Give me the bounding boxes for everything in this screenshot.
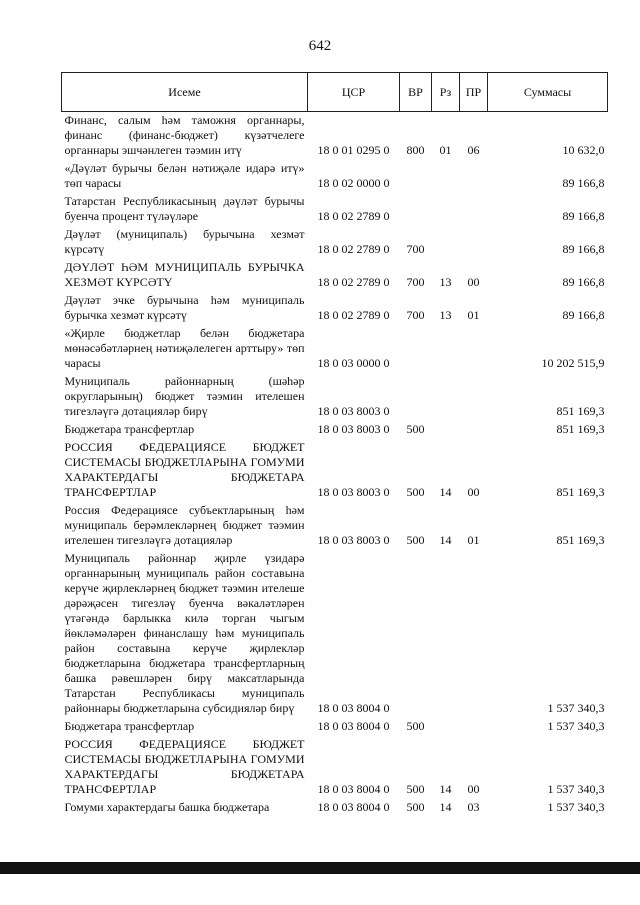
row-sum: 1 537 340,3 [547, 701, 605, 715]
row-pr [460, 550, 488, 718]
row-rz: 13 [439, 308, 452, 322]
row-pr: 06 [467, 143, 480, 157]
header-csr: ЦСР [308, 73, 400, 112]
table-row [62, 292, 608, 325]
row-name: РОССИЯ ФЕДЕРАЦИЯСЕ БЮДЖЕТ СИСТЕМАСЫ БЮДЖЕТЛАРЫНА ГОМУМИ ХАРАКТЕРДАГЫ БЮДЖЕТАРА ТРАНСФЕРТЛАР [64, 737, 305, 796]
row-name: Дәүләт (муниципаль) бурычына хезмәт күрсәтү [64, 227, 305, 256]
table-row [62, 421, 608, 439]
header-name: Исеме [62, 73, 308, 112]
row-sum: 10 632,0 [562, 143, 605, 157]
row-csr: 18 0 03 8004 0 [317, 719, 390, 733]
row-csr: 18 0 03 8003 0 [317, 533, 390, 547]
row-csr: 18 0 02 2789 0 [317, 242, 390, 256]
row-pr: 01 [467, 533, 480, 547]
row-rz: 01 [439, 143, 452, 157]
header-pr: ПР [460, 73, 488, 112]
row-csr: 18 0 02 2789 0 [317, 209, 390, 223]
scan-border-bar [0, 862, 640, 874]
row-name: Россия Федерациясе субъектларының һәм муниципаль берәмлекләрнең бюджет тәэмин ителешен тигезләүгә дотацияләр [64, 503, 305, 547]
row-csr: 18 0 03 8004 0 [317, 782, 390, 796]
row-csr: 18 0 03 8004 0 [317, 701, 390, 715]
row-name: ДӘҮЛӘТ ҺӘМ МУНИЦИПАЛЬ БУРЫЧКА ХЕЗМӘТ КҮРСӘТҮ [64, 260, 305, 289]
row-name: Гомуми характердагы башка бюджетара [64, 800, 270, 814]
row-sum: 851 169,3 [556, 533, 605, 547]
row-rz [432, 718, 460, 736]
row-name: Финанс, салым һәм таможня органнары, финанс (финанс-бюджет) күзәтчелеге органнары эшчәнлеген тәэмин итү [64, 113, 305, 157]
row-vr [400, 325, 432, 373]
row-csr: 18 0 02 2789 0 [317, 308, 390, 322]
budget-table [61, 72, 608, 817]
row-csr: 18 0 03 0000 0 [317, 356, 390, 370]
row-sum: 89 166,8 [562, 308, 605, 322]
row-vr: 700 [406, 308, 425, 322]
row-vr: 700 [406, 242, 425, 256]
row-csr: 18 0 03 8003 0 [317, 404, 390, 418]
row-pr: 01 [467, 308, 480, 322]
row-rz: 14 [439, 485, 452, 499]
row-csr: 18 0 03 8003 0 [317, 485, 390, 499]
row-sum: 851 169,3 [556, 422, 605, 436]
row-rz [432, 421, 460, 439]
row-vr [400, 193, 432, 226]
row-rz [432, 160, 460, 193]
row-name: РОССИЯ ФЕДЕРАЦИЯСЕ БЮДЖЕТ СИСТЕМАСЫ БЮДЖЕТЛАРЫНА ГОМУМИ ХАРАКТЕРДАГЫ БЮДЖЕТАРА ТРАНСФЕРТЛАР [64, 440, 305, 499]
table-row [62, 193, 608, 226]
row-name: Муниципаль районнарның (шәһәр округларының) бюджет тәэмин ителешен тигезләүгә дотацияләр бирү [64, 374, 305, 418]
row-rz [432, 550, 460, 718]
row-name: Татарстан Республикасының дәүләт бурычы буенча процент түләүләре [64, 194, 305, 223]
row-rz: 13 [439, 275, 452, 289]
table-row [62, 325, 608, 373]
row-rz [432, 226, 460, 259]
row-rz [432, 325, 460, 373]
row-pr [460, 193, 488, 226]
row-name: «Дәүләт бурычы белән нәтиҗәле идарә итү» төп чарасы [64, 161, 305, 190]
row-sum: 851 169,3 [556, 485, 605, 499]
row-pr [460, 160, 488, 193]
row-sum: 1 537 340,3 [547, 782, 605, 796]
table-row [62, 736, 608, 799]
row-rz [432, 373, 460, 421]
row-sum: 1 537 340,3 [547, 800, 605, 814]
table-row [62, 502, 608, 550]
row-pr [460, 226, 488, 259]
table-header-row [62, 73, 608, 112]
row-rz: 14 [439, 533, 452, 547]
row-csr: 18 0 03 8003 0 [317, 422, 390, 436]
row-rz [432, 193, 460, 226]
row-vr: 500 [406, 533, 425, 547]
row-pr [460, 718, 488, 736]
row-sum: 851 169,3 [556, 404, 605, 418]
table-row [62, 718, 608, 736]
row-pr: 00 [467, 275, 480, 289]
row-vr [400, 373, 432, 421]
table-row [62, 550, 608, 718]
row-pr [460, 421, 488, 439]
table-row [62, 259, 608, 292]
row-sum: 10 202 515,9 [541, 356, 605, 370]
row-rz: 14 [439, 782, 452, 796]
table-row [62, 373, 608, 421]
row-vr [400, 550, 432, 718]
row-csr: 18 0 02 2789 0 [317, 275, 390, 289]
row-name: Бюджетара трансфертлар [64, 422, 195, 436]
table-row [62, 112, 608, 161]
row-sum: 89 166,8 [562, 242, 605, 256]
row-csr: 18 0 03 8004 0 [317, 800, 390, 814]
row-vr [400, 160, 432, 193]
row-vr: 800 [406, 143, 425, 157]
row-name: «Җирле бюджетлар белән бюджетара мөнәсәбәтләрнең нәтиҗәлелеген арттыру» төп чарасы [64, 326, 305, 370]
row-pr: 00 [467, 782, 480, 796]
row-vr: 500 [406, 719, 425, 733]
row-name: Дәүләт эчке бурычына һәм муниципаль бурычка хезмәт күрсәтү [64, 293, 305, 322]
row-pr [460, 325, 488, 373]
row-rz: 14 [439, 800, 452, 814]
row-vr: 500 [406, 485, 425, 499]
table-row [62, 799, 608, 817]
table-row [62, 160, 608, 193]
table-row [62, 439, 608, 502]
row-name: Муниципаль районнар җирле үзидарә органнарының муниципаль район составына керүче җирлекләрнең бюджет тәэмин ителеше дәрәҗәсен тигезләү буенча вәкаләтләрен үтәгәндә барлыкка килә торган чыгым йөкләмәләрен финанслашу һәм муниципаль район составына керүче җирлекләр бюджетларына бюджетара трансфертларның башка рәвешләрен бирү максатларында Татарстан Республикасы муниципаль районнары бюджетларына субсидияләр бирү [64, 551, 305, 715]
page-number: 642 [308, 38, 332, 54]
row-sum: 1 537 340,3 [547, 719, 605, 733]
row-pr: 00 [467, 485, 480, 499]
row-sum: 89 166,8 [562, 209, 605, 223]
table-row [62, 226, 608, 259]
header-vr: ВР [400, 73, 432, 112]
row-pr [460, 373, 488, 421]
row-vr: 700 [406, 275, 425, 289]
header-sum: Суммасы [488, 73, 608, 112]
header-rz: Рз [432, 73, 460, 112]
row-sum: 89 166,8 [562, 275, 605, 289]
row-pr: 03 [467, 800, 480, 814]
row-name: Бюджетара трансфертлар [64, 719, 195, 733]
row-vr: 500 [406, 422, 425, 436]
row-sum: 89 166,8 [562, 176, 605, 190]
row-csr: 18 0 02 0000 0 [317, 176, 390, 190]
row-vr: 500 [406, 782, 425, 796]
row-vr: 500 [406, 800, 425, 814]
row-csr: 18 0 01 0295 0 [317, 143, 390, 157]
